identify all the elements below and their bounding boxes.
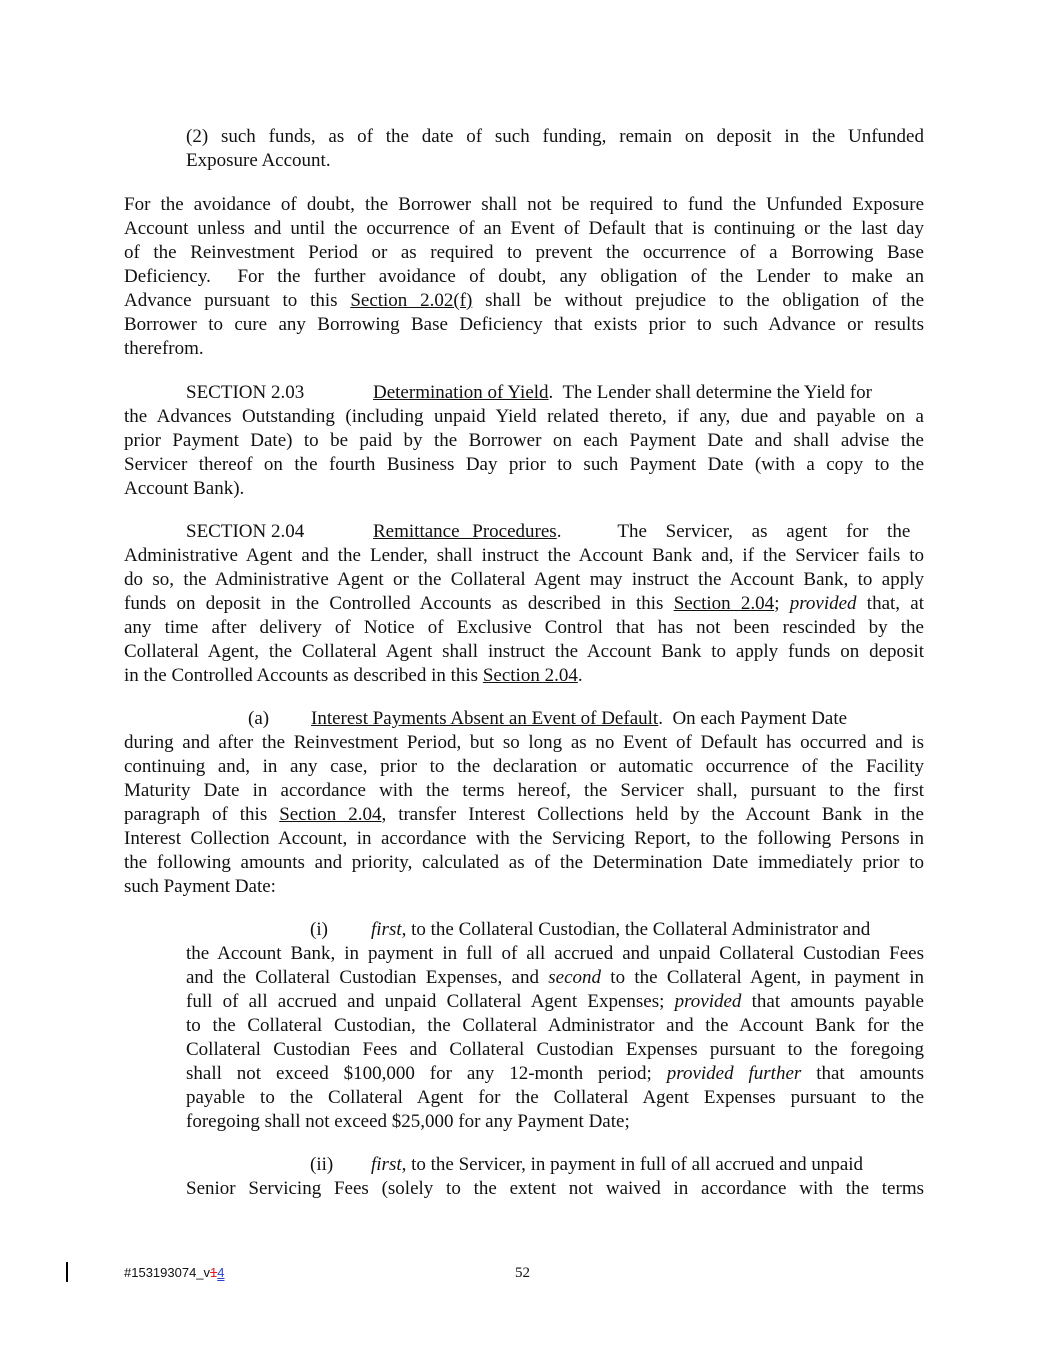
text-fragment: to the Collateral Agent, in payment in [601, 967, 924, 988]
text-line: any time after delivery of Notice of Exclusive Control that has not been rescinded by the [124, 617, 924, 638]
text-fragment: full of all accrued and unpaid Collateral Agent Expenses; [186, 991, 675, 1012]
text-line: therefrom. [124, 338, 204, 359]
text-line [186, 966, 924, 990]
clause-label: (a) [248, 708, 270, 729]
text-fragment: ; [774, 593, 790, 614]
text-line: to the Collateral Custodian, the Collateral Administrator and the Account Bank for the [186, 1015, 924, 1036]
text-fragment: provided [789, 593, 857, 614]
text-fragment: shall not exceed $100,000 for any 12-month period; [186, 1063, 667, 1084]
text-line: Account Bank). [124, 478, 245, 499]
text-line: such Payment Date: [124, 876, 276, 897]
text-fragment: , transfer Interest Collections held by the Account Bank in the [381, 804, 924, 825]
text-fragment: that amounts payable [741, 991, 924, 1012]
clause-label: (i) [310, 919, 328, 940]
text-line: Exposure Account. [186, 150, 331, 171]
section-number: SECTION 2.04 [186, 521, 305, 542]
text-line: do so, the Administrative Agent or the Collateral Agent may instruct the Account Bank, to apply [124, 569, 924, 590]
text-fragment: . The Servicer, as agent for the [556, 521, 911, 542]
text-line: Collateral Custodian Fees and Collateral Custodian Expenses pursuant to the foregoing [186, 1039, 924, 1060]
section-2-04-reference[interactable]: Section 2.04 [673, 593, 775, 614]
text-line [124, 381, 924, 405]
text-line [124, 520, 924, 544]
section-2-03 [124, 381, 924, 501]
text-line: (2) such funds, as of the date of such funding, remain on deposit in the Unfunded [186, 126, 924, 147]
paragraph-avoidance-of-doubt [124, 193, 924, 361]
text-line: Deficiency. For the further avoidance of doubt, any obligation of the Lender to make an [124, 266, 924, 287]
section-2-04 [124, 520, 924, 688]
text-fragment: that, at [856, 593, 925, 614]
footer-document-id [124, 1265, 225, 1280]
text-line [124, 707, 924, 731]
text-line: of the Reinvestment Period or as required to prevent the occurrence of a Borrowing Base [124, 242, 924, 263]
text-fragment: funds on deposit in the Controlled Accounts as described in this [124, 593, 674, 614]
text-fragment: , to the Servicer, in payment in full of all accrued and unpaid [401, 1154, 864, 1175]
text-line: Collateral Agent, the Collateral Agent shall instruct the Account Bank to apply funds on deposit [124, 641, 924, 662]
section-2-02f-reference[interactable]: Section 2.02(f) [350, 290, 473, 311]
text-line [124, 664, 924, 688]
text-fragment: and the Collateral Custodian Expenses, and [186, 967, 549, 988]
text-line: the Advances Outstanding (including unpaid Yield related thereto, if any, due and payable on a [124, 406, 924, 427]
text-line [124, 592, 924, 616]
text-fragment: . On each Payment Date [658, 708, 848, 729]
text-line: the Account Bank, in payment in full of all accrued and unpaid Collateral Custodian Fees [186, 943, 924, 964]
text-line [186, 1153, 924, 1177]
text-line [124, 803, 924, 827]
text-line: Administrative Agent and the Lender, shall instruct the Account Bank and, if the Servicer fails to [124, 545, 924, 566]
revision-change-bar [66, 1262, 68, 1282]
text-line: Interest Collection Account, in accordance with the Servicing Report, to the following Persons in [124, 828, 924, 849]
clause-ii [186, 1153, 924, 1201]
section-title: Remittance Procedures [373, 521, 557, 542]
text-line [186, 1062, 924, 1086]
text-line: prior Payment Date) to be paid by the Borrower on each Payment Date and shall advise the [124, 430, 924, 451]
text-fragment: first [371, 919, 402, 940]
text-fragment: provided further [666, 1063, 802, 1084]
text-fragment: first [371, 1154, 402, 1175]
text-fragment: provided [674, 991, 742, 1012]
section-number: SECTION 2.03 [186, 382, 305, 403]
text-line: Account unless and until the occurrence of an Event of Default that is continuing or the last day [124, 218, 924, 239]
text-line [124, 289, 924, 313]
section-title: Determination of Yield [373, 382, 549, 403]
text-line: foregoing shall not exceed $25,000 for any Payment Date; [186, 1111, 630, 1132]
section-2-04-reference[interactable]: Section 2.04 [279, 804, 382, 825]
deleted-version: 1 [210, 1265, 218, 1280]
clause-label: (ii) [310, 1154, 334, 1175]
text-fragment: Advance pursuant to this [124, 290, 351, 311]
text-line: Senior Servicing Fees (solely to the extent not waived in accordance with the terms [186, 1178, 924, 1199]
text-line: Maturity Date in accordance with the terms hereof, the Servicer shall, pursuant to the first [124, 780, 924, 801]
doc-id-prefix: #153193074_v [124, 1265, 211, 1280]
text-fragment: . [577, 665, 583, 686]
text-line: during and after the Reinvestment Period, but so long as no Event of Default has occurred and is [124, 732, 924, 753]
text-fragment: . The Lender shall determine the Yield for [548, 382, 872, 403]
text-fragment: shall be without prejudice to the obligation of the [472, 290, 924, 311]
text-line: Servicer thereof on the fourth Business Day prior to such Payment Date (with a copy to the [124, 454, 924, 475]
text-fragment: second [548, 967, 602, 988]
section-2-04-reference[interactable]: Section 2.04 [482, 665, 578, 686]
text-line: the following amounts and priority, calculated as of the Determination Date immediately prior to [124, 852, 924, 873]
clause-title: Interest Payments Absent an Event of Default [311, 708, 659, 729]
text-line: payable to the Collateral Agent for the Collateral Agent Expenses pursuant to the [186, 1087, 924, 1108]
text-fragment: in the Controlled Accounts as described in this [124, 665, 483, 686]
clause-a [124, 707, 924, 899]
page-number: 52 [515, 1265, 530, 1281]
text-fragment: , to the Collateral Custodian, the Collateral Administrator and [401, 919, 871, 940]
text-line [186, 918, 924, 942]
paragraph-continuation-2 [186, 125, 924, 173]
text-line: For the avoidance of doubt, the Borrower shall not be required to fund the Unfunded Exposure [124, 194, 924, 215]
inserted-version: 4 [217, 1265, 225, 1280]
text-line [186, 990, 924, 1014]
clause-i [186, 918, 924, 1134]
text-line: continuing and, in any case, prior to the declaration or automatic occurrence of the Facility [124, 756, 924, 777]
text-fragment: that amounts [801, 1063, 924, 1084]
text-line: Borrower to cure any Borrowing Base Deficiency that exists prior to such Advance or results [124, 314, 924, 335]
text-fragment: paragraph of this [124, 804, 280, 825]
